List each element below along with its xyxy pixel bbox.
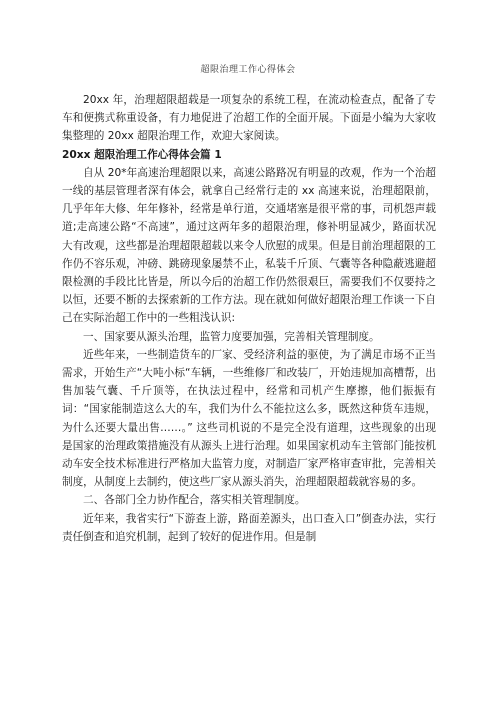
section-heading: 20xx 超限治理工作心得体会篇 1 — [62, 148, 222, 161]
intro-paragraph: 20xx 年，治理超限超载是一项复杂的系统工程，在流动检查点，配备了专车和便携式称重设备，有力地促进了治超工作的全面开展。下面是小编为大家收集整理的 20xx 超限治理工作，欢迎大家阅读。 — [62, 94, 436, 143]
subsection-heading-2: 二、各部门全力协作配合，落实相关管理制度。 — [83, 494, 306, 507]
paragraph-3: 近年来，我省实行“下游查上游，路面差源头，出口查入口”倒查办法，实行责任倒查和追究机制，起到了较好的促进作用。但是制 — [62, 512, 436, 543]
document-body — [62, 91, 436, 546]
subsection-heading-1: 一、国家要从源头治理，监管力度要加强，完善相关管理制度。 — [83, 330, 380, 343]
document-title: 超限治理工作心得体会 — [200, 65, 296, 75]
paragraph-2: 近些年来，一些制造货车的厂家、受经济利益的驱使，为了满足市场不正当需求，开始生产“大吨小标“车辆，一些维修厂和改装厂，开始违规加高槽帮，出售加装气囊、千斤顶等，在执法过程中，经常和司机产生摩擦，他们振振有词：“国家能制造这么大的车，我们为什么不能拉这么多，既然这种货车违规，为什么还要大量出售……。” 这些司机说的不是完全没有道理，这些现象的出现是国家的治理政策措施没有从源头上进行治理。如果国家机动车主管部门能按机动车安全技术标准进行严格加大监管力度，对制造厂家严格审查审批，完善相关制度，从制度上去制约，使这些厂家从源头消失，治理超限超载就容易的多。 — [62, 348, 436, 489]
paragraph-1: 自从 20*年高速治理超限以来，高速公路路况有明显的改观，作为一个治超一线的基层管理者深有体会，就拿自己经常行走的 xx 高速来说，治理超限前，几乎年年大修、年年修补，经常是单行道，交通堵塞是很平常的事，司机怨声载道;走高速公路“不高速”，通过这两年多的超限治理，修补明显减少，路面状况大有改观，这些都是治理超限超载以来令人欣慰的成果。但是目前治理超限的工作仍不容乐观，冲磅、跳磅现象屡禁不止，私装千斤顶、气囊等各种隐蔽逃避超限检测的手段比比皆是，所以今后的治超工作仍然很艰巨，需要我们不仅要持之以恒，还要不断的去探索新的工作方法。现在就如何做好超限治理工作谈一下自己在实际治超工作中的一些粗浅认识: — [62, 166, 436, 325]
